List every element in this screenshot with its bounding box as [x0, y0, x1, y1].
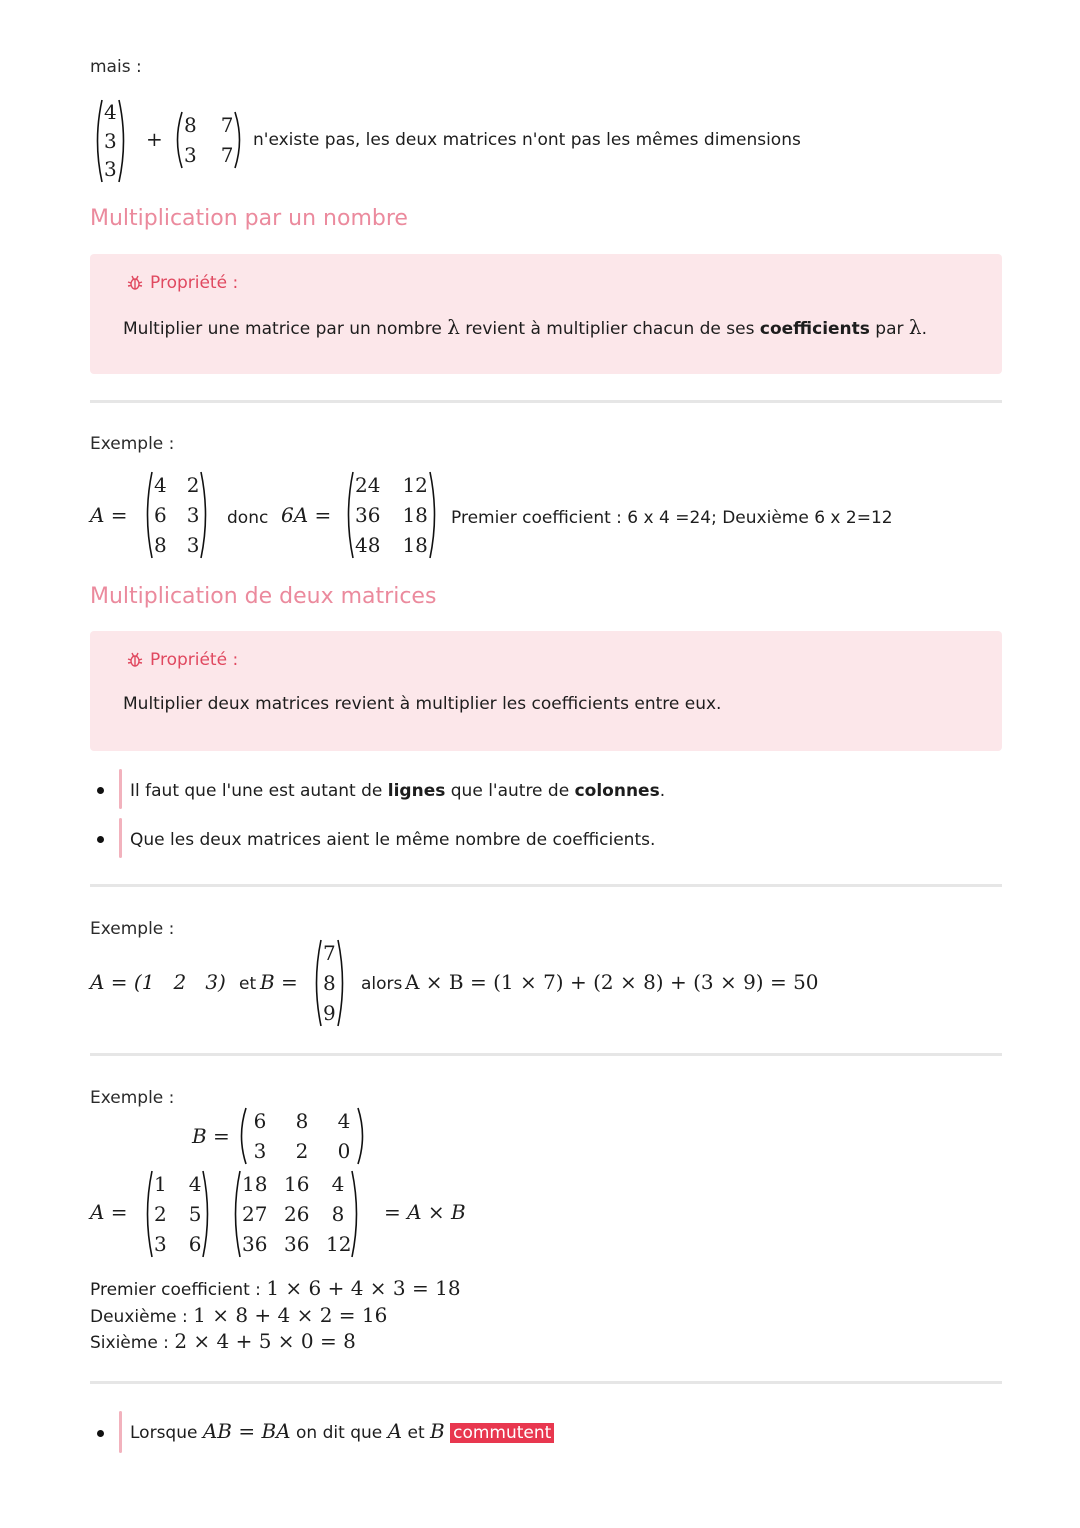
bullet [97, 1430, 104, 1437]
property-callout-matrix [90, 631, 1002, 751]
matrix-cell: 24 [355, 473, 381, 497]
matrix-cell: 12 [402, 473, 428, 497]
text-part: . [659, 781, 666, 801]
matrix-cell: 36 [355, 503, 381, 527]
example1-note: Premier coefficient : 6 x 4 =24; Deuxième 6 x 2=12 [451, 508, 893, 528]
matrix-cell: 2 [295, 1139, 309, 1163]
matrix-cell: 2 [186, 473, 200, 497]
example-label: Exemple : [90, 434, 175, 454]
six-A-label: 6A = [281, 503, 332, 527]
property-text [123, 316, 927, 340]
example-label: Exemple : [90, 919, 175, 939]
column-vector-B [311, 938, 348, 1028]
section-heading-scalar: Multiplication par un nombre [90, 206, 408, 231]
matrix-AB [230, 1169, 362, 1259]
intro-text: n'existe pas, les deux matrices n'ont pas les mêmes dimensions [253, 130, 801, 150]
matrix-cell: 8 [154, 533, 167, 557]
matrix-cell: 6 [154, 503, 167, 527]
et-text: et [239, 974, 257, 994]
matrix-cell: 48 [355, 533, 381, 557]
matrix-cell: 4 [188, 1172, 202, 1196]
matrix-A-label: A = [90, 503, 128, 527]
math-B: B [430, 1419, 445, 1443]
text-part: Multiplier une matrice par un nombre [123, 319, 448, 339]
matrix-cell: 7 [220, 113, 234, 137]
second-coefficient-line [90, 1304, 387, 1328]
matrix-cell: 0 [337, 1139, 351, 1163]
line-label: Sixième : [90, 1333, 175, 1353]
matrix-cell: 3 [154, 1232, 167, 1256]
plus-sign: + [146, 127, 163, 151]
divider [90, 884, 1002, 887]
matrix-cell: 4 [154, 473, 167, 497]
line-math: 1 × 6 + 4 × 3 = 18 [266, 1276, 461, 1300]
text-part: . [921, 319, 928, 339]
line-math: 2 × 4 + 5 × 0 = 8 [174, 1329, 356, 1353]
matrix-cell: 18 [242, 1172, 268, 1196]
lambda-symbol: λ [908, 315, 922, 339]
bullet [97, 787, 104, 794]
example-label: Exemple : [90, 1088, 175, 1108]
divider [90, 1381, 1002, 1384]
matrix-cell: 26 [284, 1202, 310, 1226]
divider [90, 400, 1002, 403]
matrix-cell: 12 [326, 1232, 352, 1256]
matrix-cell: 5 [188, 1202, 202, 1226]
property-callout-scalar [90, 254, 1002, 374]
first-coefficient-line [90, 1277, 461, 1301]
matrix-cell: 36 [284, 1232, 310, 1256]
donc-text: donc [227, 508, 269, 528]
matrix-cell: 3 [104, 157, 117, 182]
matrix-A-label: A = [90, 1200, 128, 1224]
matrix-B-label: B = [260, 970, 298, 994]
line-label: Deuxième : [90, 1307, 194, 1327]
column-vector [92, 98, 129, 184]
matrix-cell: 3 [184, 143, 197, 167]
matrix-cell: 6 [253, 1109, 267, 1133]
matrix-cell: 3 [186, 533, 200, 557]
quote-bar [119, 1411, 122, 1453]
section-heading-matrix: Multiplication de deux matrices [90, 584, 437, 609]
matrix-cell: 8 [184, 113, 197, 137]
bug-icon [126, 274, 144, 292]
quote-bar [119, 818, 122, 858]
text-part: et [402, 1423, 431, 1443]
matrix-B-label: B = [192, 1124, 230, 1148]
matrix-cell: 18 [402, 533, 428, 557]
row-matrix [172, 110, 245, 170]
alors-text: alors [361, 974, 403, 994]
lambda-symbol: λ [447, 315, 460, 339]
text-part: par [869, 319, 909, 339]
matrix-cell: 4 [104, 100, 117, 124]
matrix-cell: 6 [188, 1232, 202, 1256]
row-matrix-A: A = (1 2 3) [90, 970, 226, 994]
matrix-A [142, 1169, 213, 1259]
bold-term: lignes [387, 781, 446, 801]
text-part: Il faut que l'une est autant de [130, 781, 388, 801]
matrix-cell: 36 [242, 1232, 268, 1256]
product-formula: A × B = (1 × 7) + (2 × 8) + (3 × 9) = 50 [405, 970, 819, 994]
matrix-cell: 4 [337, 1109, 351, 1133]
matrix-B [236, 1106, 368, 1166]
matrix-cell: 9 [323, 1001, 336, 1025]
bullet-rows-columns [130, 780, 665, 802]
bullet-coefficients: Que les deux matrices aient le même nombre de coefficients. [130, 830, 656, 850]
intro-label: mais : [90, 57, 142, 77]
matrix-cell: 2 [154, 1202, 167, 1226]
text-part: que l'autre de [445, 781, 575, 801]
highlight-commutent: commutent [450, 1423, 554, 1443]
matrix-A [142, 470, 211, 560]
property-title: Propriété : [150, 273, 239, 293]
math-AB-BA: AB = BA [202, 1419, 291, 1443]
matrix-cell: 8 [295, 1109, 309, 1133]
sixth-coefficient-line [90, 1330, 356, 1354]
property-title: Propriété : [150, 650, 239, 670]
line-math: 1 × 8 + 4 × 2 = 16 [193, 1303, 388, 1327]
text-part: Lorsque [130, 1423, 203, 1443]
matrix-cell: 3 [186, 503, 200, 527]
bug-icon [126, 651, 144, 669]
line-label: Premier coefficient : [90, 1280, 267, 1300]
matrix-cell: 3 [104, 128, 117, 153]
matrix-cell: 7 [220, 143, 234, 167]
bold-term: coefficients [759, 319, 870, 339]
matrix-cell: 16 [284, 1172, 310, 1196]
divider [90, 1053, 1002, 1056]
matrix-cell: 7 [323, 941, 336, 965]
matrix-cell: 18 [402, 503, 428, 527]
commute-statement [130, 1420, 554, 1444]
matrix-cell: 3 [253, 1139, 267, 1163]
matrix-cell: 8 [323, 971, 336, 995]
matrix-cell: 27 [242, 1202, 268, 1226]
bullet [97, 836, 104, 843]
property-text: Multiplier deux matrices revient à multiplier les coefficients entre eux. [123, 694, 722, 714]
matrix-cell: 8 [331, 1202, 345, 1226]
matrix-cell: 1 [154, 1172, 167, 1196]
text-part: on dit que [290, 1423, 388, 1443]
quote-bar [119, 769, 122, 809]
equals-A-times-B: = A × B [384, 1200, 466, 1224]
bold-term: colonnes [574, 781, 660, 801]
matrix-6A [343, 470, 440, 560]
math-A: A [387, 1419, 403, 1443]
matrix-cell: 4 [331, 1172, 345, 1196]
text-part: revient à multiplier chacun de ses [459, 319, 760, 339]
